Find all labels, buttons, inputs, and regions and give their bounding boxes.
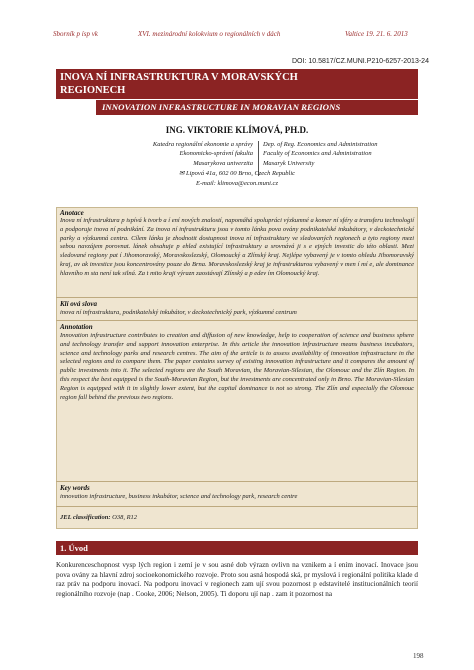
affiliation-english <box>263 140 433 168</box>
affiliation-cs-line: Ekonomicko-správní fakulta <box>179 150 253 158</box>
author-name: ING. VIKTORIE KLÍMOVÁ, PH.D. <box>165 125 309 135</box>
author-email[interactable]: E-mail: klimova@econ.muni.cz <box>196 180 278 187</box>
jel-value: O38, R12 <box>112 514 138 521</box>
annotation-heading: Annotation <box>60 323 93 331</box>
jel-label: JEL classification: <box>60 514 111 521</box>
title-czech-line-1: INOVA NÍ INFRASTRUKTURA V MORAVSKÝCH <box>60 72 298 83</box>
abstract-divider <box>56 320 418 321</box>
abstract-divider <box>56 297 418 298</box>
affiliation-en-line: Faculty of Economics and Administration <box>263 150 372 158</box>
address <box>0 169 474 178</box>
affiliation-cs-line: Masarykova univerzita <box>193 159 253 167</box>
page-number: 198 <box>413 652 424 660</box>
section-body-text: Konkurenceschopnost vysp lých region i zemí je v sou asné dob výrazn ovlivn na vznikem a í ením inovací. Inovace jsou pova ovány za hlavní zdroj socioekonomického rozvoje. Proto sou asná hospodá ská, pr myslová i regionální politika klade d raz práv na podporu inovací. Na podporu inovací v regionech zam ují svou pozornost p edstavitelé institucionálních teorií regionálního rozvoje (nap . Cooke, 2006; Nelson, 2005). Ti doporu ují nap . zam it pozornost na <box>56 561 418 598</box>
jel-classification <box>60 514 414 523</box>
abstract-divider <box>56 481 418 482</box>
doi-link[interactable]: DOI: 10.5817/CZ.MUNI.P210-6257-2013-24 <box>292 58 429 65</box>
running-header-right: Valtice 19. 21. 6. 2013 <box>345 30 408 38</box>
running-header-middle: XVI. mezinárodní kolokvium o regionálních v dách <box>138 30 281 38</box>
address-text: Lipová 41a, 602 00 Brno, Czech Republic <box>186 170 296 177</box>
affiliation-en-line: Masaryk University <box>263 159 315 167</box>
keywords-text: innovation infrastructure, business inkubátor, science and technology park, research centre <box>60 493 298 500</box>
title-czech-line-2: REGIONECH <box>60 85 126 96</box>
anotace-heading: Anotace <box>60 209 84 217</box>
keywords-heading: Key words <box>60 484 90 492</box>
abstract-divider <box>56 506 418 507</box>
title-english: INNOVATION INFRASTRUCTURE IN MORAVIAN REGIONS <box>96 100 418 115</box>
annotation-text: Innovation infrastructure contributes to creation and diffusion of new knowledge, help to cooperation of science and business sphere and technology transfer and support innovation enterprise. In this article the innovation infrastructure means business incubators, science and technology parks and research centres. The aim of the article is to assess availability of innovation infrastructure in the selected regions and to compare them. The paper contains survey of existing innovation infrastructure and it compares the amount of public investments into it. The selected regions are the South Moravian, the Moravian-Silesian, the Olomouc and the Zlín Region. In this respect the best equipped is the South-Moravian Region, but the investments are concentrated only in Brno. The Moravian-Silesian Region is equipped with it in slightly lower extent, but the capital dominance is not so strong. The Zlín and especially the Olomouc region fall behind the previous two regions. <box>60 332 414 401</box>
title-czech <box>56 69 418 99</box>
affiliation-cs-line: Katedra regionální ekonomie a správy <box>152 141 253 148</box>
running-header-left: Sborník p ísp vk <box>53 30 98 38</box>
envelope-icon: ✉ <box>178 170 185 177</box>
anotace-text: Inova ní infrastruktura p ispívá k tvorb a í ení nových znalostí, napomáhá spolupráci výzkumné a komer ní sféry a transferu technologií a podporuje inova ní podnikání. Za inova ní infrastrukturu jsou v tomto lánku pova ovány podnikatelské inkubátory, v deckotechnické parky a výzkumná centra. Cílem lánku je zhodnotit dostupnost inova ní infrastruktury ve sledovaných regionech a tyto regiony mezi sebou navzájem porovnat. lánek obsahuje p ehled existující infrastruktury a srovnává ji s e ejných investic do této oblasti. Mezi sledované regiony pat í Jihomoravský, Moravskoslezský, Olomoucký a Zlínský kraj. Nejlépe vybavený je v tomto ohledu Jihomoravský kraj, av ak investice jsou koncentrovány pouze do Brna. Moravskoslezský kraj je infrastrukturou vybavený v men í mí e, ale dominance hlavního m sta není tak silná. Za t mito kraji výrazn zaostávají Zlínský a p edev ím Olomoucký kraj. <box>60 217 414 277</box>
affiliation-czech <box>80 140 253 168</box>
klicova-slova-heading: Klí ová slova <box>60 300 97 308</box>
affiliation-en-line: Dep. of Reg. Economics and Administration <box>263 141 378 148</box>
klicova-slova-text: inova ní infrastruktura, podnikatelský inkubátor, v deckotechnický park, výzkumné centrum <box>60 309 297 316</box>
section-heading: 1. Úvod <box>56 541 418 555</box>
